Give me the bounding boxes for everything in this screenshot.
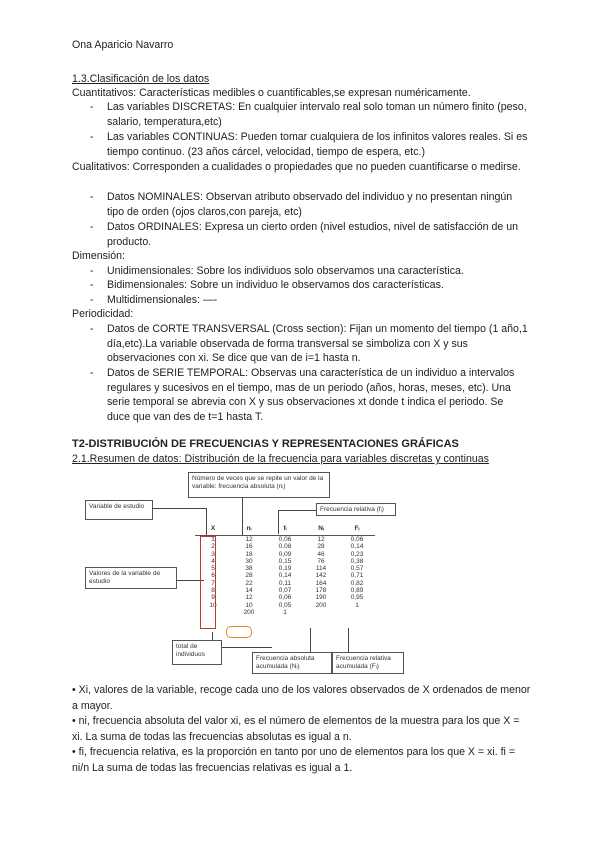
table-cell: 200 [315,601,327,609]
header-fi: fᵢ [267,523,303,536]
label-frecuencia-absoluta-acumulada: Frecuencia absoluta acumulada (Nᵢ) [252,652,332,674]
section-title-1-3: 1.3.Clasificación de los datos [72,73,210,85]
header-ni: nᵢ [231,523,267,536]
author-name: Ona Aparicio Navarro [72,39,174,51]
table-row [195,558,375,565]
t2-subtitle: 2.1.Resumen de datos: Distribución de la frecuencia para variables discretas y continuas [72,453,489,465]
bullet-dash: - [90,101,94,113]
label-total-individuos: total de individuos [172,640,222,665]
table-cell: 0,23 [350,550,364,558]
table-cell: 16 [245,543,253,551]
table-cell: 0,14 [278,572,292,580]
table-row [195,536,375,544]
table-cell: 0,82 [350,579,364,587]
table-cell: 12 [245,536,253,543]
table-cell: 0,07 [278,587,292,595]
table-cell: 1 [211,536,215,543]
bullet-dash: - [90,191,94,203]
cualitativos-text: Cualitativos: Corresponden a cualidades o propiedades que no pueden cuantificarse o medirse. [72,161,521,173]
table-cell: 10 [209,601,217,609]
discretas-text: Las variables DISCRETAS: En cualquier intervalo real solo toman un número finito (peso, salario, temperatura,etc) [107,101,527,128]
bullet-dash: - [90,265,94,277]
table-cell: 0,06 [278,594,292,602]
table-total-row [195,609,375,616]
table-cell: 18 [245,550,253,558]
cuantitativos-text: Cuantitativos: Características medibles o cuantificables,se expresan numéricamente. [72,87,471,99]
table-cell: 1 [283,608,287,616]
table-cell: 38 [245,565,253,573]
nominales-text: Datos NOMINALES: Observan atributo observado del individuo y no presentan ningún tipo de orden (ojos claros,con pareja, etc) [107,191,513,218]
dimension-heading: Dimensión: [72,250,125,262]
table-cell: 8 [211,587,215,595]
label-frecuencia-relativa: Frecuencia relativa (fᵢ) [316,503,396,516]
label-variable-estudio: Variable de estudio [85,500,153,520]
bullet-dash: - [90,279,94,291]
table-cell: 0,06 [278,536,292,543]
table-cell: 142 [315,572,327,580]
header-x: X [195,523,231,536]
table-cell: 0,08 [278,543,292,551]
frequency-table-figure [80,470,530,675]
def-xi: • Xi, valores de la variable, recoge cada uno de los valores observados de X ordenados de menor a mayor. [72,684,531,712]
table-cell: 0,57 [350,565,364,573]
t2-title: T2-DISTRIBUCIÓN DE FRECUENCIAS Y REPRESENTACIONES GRÁFICAS [72,438,459,450]
table-row [195,543,375,550]
table-cell: 164 [315,579,327,587]
bullet-dash: - [90,323,94,335]
table-cell: 0,05 [278,601,292,609]
table-row [195,565,375,572]
table-cell: 0,06 [350,536,364,543]
bullet-dash: - [90,131,94,143]
x-column-highlight [200,536,216,629]
total-highlight [226,626,252,638]
table-cell: 0,14 [350,543,364,551]
bullet-dash: - [90,294,94,306]
table-row [195,602,375,609]
table-cell: 5 [211,565,215,573]
table-cell: 9 [211,594,215,602]
periodicidad-heading: Periodicidad: [72,308,134,320]
table-row [195,587,375,594]
corte-transversal-text: Datos de CORTE TRANSVERSAL (Cross section): Fijan un momento del tiempo (1 año,1 día,etc).La variable observada de forma transversal se simboliza con X y sus observaciones con xi. Se dice que van de i=1 hasta n. [107,323,528,364]
multidimensionales-text: Multidimensionales: —- [107,294,218,306]
header-Ni: Nᵢ [303,523,339,536]
label-frecuencia-relativa-acumulada: Frecuencia relativa acumulada (Fᵢ) [332,652,404,674]
table-cell: 190 [315,594,327,602]
table-cell: 200 [243,608,255,616]
continuas-text: Las variables CONTINUAS: Pueden tomar cualquiera de los infinitos valores reales. Si es tiempo continuo. (23 años cárcel, velocidad, tiempo de espera, etc.) [107,131,528,158]
table-cell: 22 [245,579,253,587]
table-cell: 28 [317,543,325,551]
table-cell: 0,19 [278,565,292,573]
table-cell: 0,95 [350,594,364,602]
table-row [195,551,375,558]
table-cell: 0,09 [278,550,292,558]
table-cell: 46 [317,550,325,558]
table-cell: 30 [245,557,253,565]
table-cell: 12 [317,536,325,543]
table-cell [303,609,339,616]
table-cell: 0,15 [278,557,292,565]
table-cell [339,609,375,616]
table-cell: 28 [245,572,253,580]
def-ni: • ni, frecuencia absoluta del valor xi, es el número de elementos de la muestra para los que X = xi. La suma de todas las frecuencias absolutas es igual a n. [72,715,520,743]
ordinales-text: Datos ORDINALES: Expresa un cierto orden (nivel estudios, nivel de satisfacción de un producto. [107,221,519,248]
table-cell: 4 [211,557,215,565]
table-cell: 14 [245,587,253,595]
frequency-table [195,523,375,616]
table-cell: 0,89 [350,587,364,595]
unidimensionales-text: Unidimensionales: Sobre los individuos solo observamos una característica. [107,265,464,277]
table-cell: 2 [211,543,215,551]
def-fi: • fi, frecuencia relativa, es la proporción en tanto por uno de elementos para los que X = xi. fi = ni/n La suma de todas las frecuencias relativas es igual a 1. [72,746,516,774]
table-cell: 7 [211,579,215,587]
table-cell: 76 [317,557,325,565]
table-cell: 0,38 [350,557,364,565]
table-cell: 3 [211,550,215,558]
table-cell: 12 [245,594,253,602]
label-frecuencia-absoluta: Número de veces que se repite un valor de la variable: frecuencia absoluta (nᵢ) [188,472,330,498]
table-cell: 0,11 [278,579,292,587]
bullet-dash: - [90,367,94,379]
table-cell: 1 [355,601,359,609]
table-cell: 0,71 [350,572,364,580]
table-cell: 178 [315,587,327,595]
bidimensionales-text: Bidimensionales: Sobre un individuo le observamos dos características. [107,279,444,291]
label-valores-variable: Valores de la variable de estudio [85,567,177,589]
table-row [195,594,375,601]
bullet-dash: - [90,221,94,233]
table-row [195,580,375,587]
table-cell: 10 [245,601,253,609]
table-cell: 114 [315,565,327,573]
header-Fi: Fᵢ [339,523,375,536]
table-cell: 6 [211,572,215,580]
serie-temporal-text: Datos de SERIE TEMPORAL: Observas una característica de un individuo a intervalos regulares y sucesivos en el tiempo, mas de un periodo (años, horas, meses, etc). Una serie temporal se abrevia con X y sus observaciones xt donde t indica el periodo. Se duce que van des de t=1 hasta T. [107,367,515,423]
table-row [195,572,375,579]
